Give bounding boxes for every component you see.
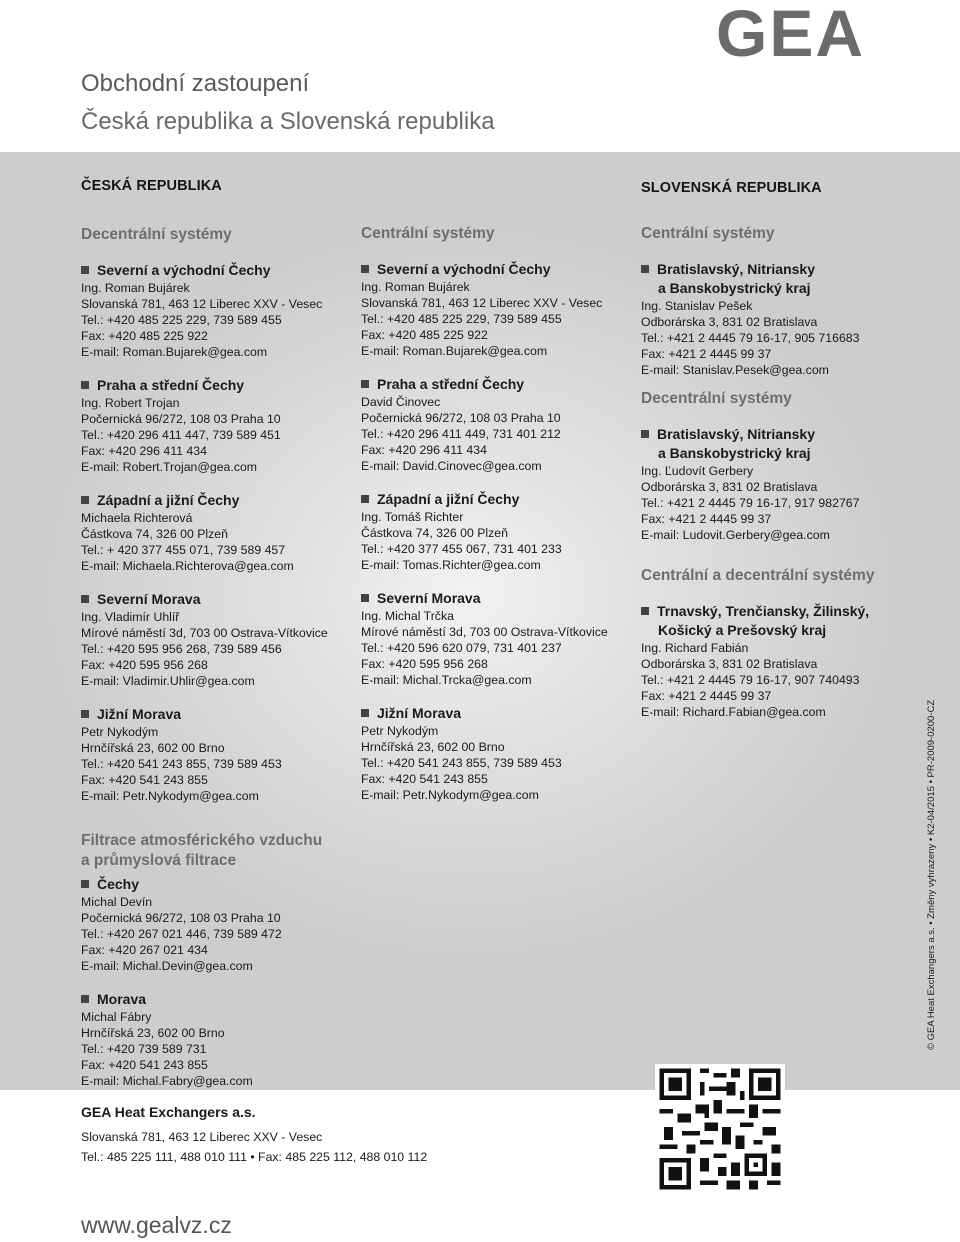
bullet-square-icon xyxy=(81,496,89,504)
region-heading: Severní a východní Čechy xyxy=(81,261,328,280)
qr-code-icon[interactable] xyxy=(655,1064,785,1194)
footer-address: Slovanská 781, 463 12 Liberec XXV - Vesec xyxy=(81,1130,323,1144)
section-title-sk-both: Centrální a decentrální systémy xyxy=(641,567,875,584)
contact-block xyxy=(81,705,328,804)
contact-email[interactable]: E-mail: Michal.Trcka@gea.com xyxy=(361,673,532,687)
contact-name: Ing. Richard Fabián xyxy=(641,641,749,655)
contact-tel: Tel.: +420 296 411 447, 739 589 451 xyxy=(81,428,281,442)
contact-block xyxy=(641,602,874,720)
contact-name: Ing. Roman Bujárek xyxy=(361,280,470,294)
contact-email[interactable]: E-mail: Petr.Nykodym@gea.com xyxy=(361,788,539,802)
bullet-square-icon xyxy=(361,709,369,717)
contact-name: Ing. Michal Trčka xyxy=(361,609,454,623)
region-heading: Severní Morava xyxy=(361,589,608,608)
region-heading: Morava xyxy=(81,990,282,1009)
contact-fax: Fax: +421 2 4445 99 37 xyxy=(641,512,772,526)
contact-block xyxy=(641,260,874,378)
region-heading: Čechy xyxy=(81,875,282,894)
contact-fax: Fax: +420 595 956 268 xyxy=(81,658,208,672)
country-heading-cz: ČESKÁ REPUBLIKA xyxy=(81,178,222,194)
contact-tel: Tel.: +420 296 411 449, 731 401 212 xyxy=(361,427,561,441)
section-title-cz-decentral: Decentrální systémy xyxy=(81,226,232,243)
contact-tel: Tel.: +420 541 243 855, 739 589 453 xyxy=(361,756,562,770)
contact-email[interactable]: E-mail: Tomas.Richter@gea.com xyxy=(361,558,541,572)
contact-block xyxy=(81,261,328,360)
footer-company: GEA Heat Exchangers a.s. xyxy=(81,1104,256,1120)
contact-block xyxy=(81,990,282,1089)
region-heading: Jižní Morava xyxy=(81,705,328,724)
contact-tel: Tel.: +420 485 225 229, 739 589 455 xyxy=(81,313,282,327)
contact-email[interactable]: E-mail: Michal.Fabry@gea.com xyxy=(81,1074,253,1088)
contacts-panel xyxy=(0,152,960,1090)
contact-email[interactable]: E-mail: Petr.Nykodym@gea.com xyxy=(81,789,259,803)
contact-address: Hrnčířská 23, 602 00 Brno xyxy=(81,1026,225,1040)
region-heading-line2: a Banskobystrický kraj xyxy=(658,445,811,461)
filtration-title-line2: a průmyslová filtrace xyxy=(81,852,237,869)
filtration-title-line1: Filtrace atmosférického vzduchu xyxy=(81,832,323,849)
contact-address: Částkova 74, 326 00 Plzeň xyxy=(81,527,228,541)
svg-text:GEA: GEA xyxy=(716,2,866,62)
contact-email[interactable]: E-mail: Richard.Fabian@gea.com xyxy=(641,705,826,719)
section-title-cz-central: Centrální systémy xyxy=(361,225,495,242)
bullet-square-icon xyxy=(81,595,89,603)
region-heading: Západní a jižní Čechy xyxy=(81,491,328,510)
section-title-filtration xyxy=(81,831,322,871)
contact-block xyxy=(81,376,328,475)
contact-address: Odborárska 3, 831 02 Bratislava xyxy=(641,480,818,494)
page-title: Obchodní zastoupení xyxy=(81,70,310,97)
contact-block xyxy=(81,491,328,574)
contact-tel: Tel.: +420 596 620 079, 731 401 237 xyxy=(361,641,562,655)
bullet-square-icon xyxy=(81,266,89,274)
footer xyxy=(0,1090,960,1242)
contact-email[interactable]: E-mail: Michal.Devin@gea.com xyxy=(81,959,253,973)
section-title-sk-decentral: Decentrální systémy xyxy=(641,390,792,407)
bullet-square-icon xyxy=(641,430,649,438)
contact-tel: Tel.: +420 267 021 446, 739 589 472 xyxy=(81,927,282,941)
contact-block xyxy=(361,589,608,688)
contact-tel: Tel.: +420 541 243 855, 739 589 453 xyxy=(81,757,282,771)
contact-block xyxy=(81,875,282,974)
footer-tel: Tel.: 485 225 111, 488 010 111 • Fax: 485 225 112, 488 010 112 xyxy=(81,1150,428,1164)
contact-fax: Fax: +420 296 411 434 xyxy=(81,444,207,458)
footer-website-link[interactable]: www.gealvz.cz xyxy=(81,1212,232,1238)
contact-address: Hrnčířská 23, 602 00 Brno xyxy=(81,741,225,755)
contact-fax: Fax: +420 541 243 855 xyxy=(81,1058,208,1072)
bullet-square-icon xyxy=(81,381,89,389)
contact-name: Michal Devín xyxy=(81,895,153,909)
header xyxy=(0,0,960,152)
region-heading: Severní Morava xyxy=(81,590,328,609)
contact-email[interactable]: E-mail: David.Cinovec@gea.com xyxy=(361,459,542,473)
contact-address: Počernická 96/272, 108 03 Praha 10 xyxy=(361,411,561,425)
contact-email[interactable]: E-mail: Roman.Bujarek@gea.com xyxy=(81,345,268,359)
page-subtitle: Česká republika a Slovenská republika xyxy=(81,108,495,135)
region-heading: Praha a střední Čechy xyxy=(361,375,608,394)
region-heading: Bratislavský, Nitriansky xyxy=(641,425,874,444)
bullet-square-icon xyxy=(81,710,89,718)
contact-name: Michal Fábry xyxy=(81,1010,152,1024)
contact-email[interactable]: E-mail: Robert.Trojan@gea.com xyxy=(81,460,258,474)
contact-name: Petr Nykodým xyxy=(81,725,159,739)
contact-fax: Fax: +421 2 4445 99 37 xyxy=(641,347,772,361)
contact-block xyxy=(361,704,608,803)
contact-tel: Tel.: +420 485 225 229, 739 589 455 xyxy=(361,312,562,326)
contact-email[interactable]: E-mail: Roman.Bujarek@gea.com xyxy=(361,344,548,358)
contact-email[interactable]: E-mail: Michaela.Richterova@gea.com xyxy=(81,559,294,573)
contact-tel: Tel.: +420 739 589 731 xyxy=(81,1042,207,1056)
region-heading: Jižní Morava xyxy=(361,704,608,723)
contact-email[interactable]: E-mail: Ludovit.Gerbery@gea.com xyxy=(641,528,830,542)
contact-address: Slovanská 781, 463 12 Liberec XXV - Vesec xyxy=(361,296,603,310)
contact-address: Odborárska 3, 831 02 Bratislava xyxy=(641,657,818,671)
region-heading-line2: a Banskobystrický kraj xyxy=(658,280,811,296)
contact-block xyxy=(81,590,328,689)
bullet-square-icon xyxy=(641,607,649,615)
region-heading: Praha a střední Čechy xyxy=(81,376,328,395)
bullet-square-icon xyxy=(361,380,369,388)
contact-tel: Tel.: +421 2 4445 79 16-17, 917 982767 xyxy=(641,496,860,510)
bullet-square-icon xyxy=(361,495,369,503)
contact-fax: Fax: +420 485 225 922 xyxy=(81,329,208,343)
contact-address: Počernická 96/272, 108 03 Praha 10 xyxy=(81,412,281,426)
bullet-square-icon xyxy=(361,265,369,273)
bullet-square-icon xyxy=(81,995,89,1003)
contact-email[interactable]: E-mail: Vladimir.Uhlir@gea.com xyxy=(81,674,255,688)
contact-name: Ing. Robert Trojan xyxy=(81,396,180,410)
contact-name: Ing. Tomáš Richter xyxy=(361,510,464,524)
contact-name: Ing. Stanislav Pešek xyxy=(641,299,753,313)
contact-name: Michaela Richterová xyxy=(81,511,193,525)
contact-fax: Fax: +420 267 021 434 xyxy=(81,943,208,957)
contact-name: Ing. Ľudovít Gerbery xyxy=(641,464,754,478)
contact-fax: Fax: +420 595 956 268 xyxy=(361,657,488,671)
contact-address: Odborárska 3, 831 02 Bratislava xyxy=(641,315,818,329)
contact-block xyxy=(641,425,874,543)
contact-tel: Tel.: +420 595 956 268, 739 589 456 xyxy=(81,642,282,656)
gea-logo xyxy=(716,2,912,62)
contact-block xyxy=(361,260,608,359)
bullet-square-icon xyxy=(81,880,89,888)
contact-fax: Fax: +420 541 243 855 xyxy=(361,772,488,786)
contact-address: Částkova 74, 326 00 Plzeň xyxy=(361,526,508,540)
contact-tel: Tel.: +420 377 455 067, 731 401 233 xyxy=(361,542,562,556)
region-heading: Bratislavský, Nitriansky xyxy=(641,260,874,279)
contact-block xyxy=(361,490,608,573)
country-heading-sk: SLOVENSKÁ REPUBLIKA xyxy=(641,180,822,196)
contact-fax: Fax: +421 2 4445 99 37 xyxy=(641,689,772,703)
filtration-list xyxy=(81,875,282,1105)
section-title-sk-central: Centrální systémy xyxy=(641,225,775,242)
cz-central-list xyxy=(361,260,608,819)
contact-name: Ing. Roman Bujárek xyxy=(81,281,190,295)
contact-address: Slovanská 781, 463 12 Liberec XXV - Vesec xyxy=(81,297,323,311)
contact-address: Mírové náměstí 3d, 703 00 Ostrava-Vítkovice xyxy=(361,625,608,639)
contact-name: Petr Nykodým xyxy=(361,724,439,738)
cz-decentral-list xyxy=(81,261,328,820)
contact-address: Mírové náměstí 3d, 703 00 Ostrava-Vítkovice xyxy=(81,626,328,640)
contact-name: Ing. Vladimír Uhlíř xyxy=(81,610,180,624)
legal-note-vertical: © GEA Heat Exchangers a.s. • Změny vyhrazeny • K2-04/2015 • PR-2009-0200-CZ xyxy=(926,699,937,1050)
contact-tel: Tel.: +421 2 4445 79 16-17, 905 716683 xyxy=(641,331,860,345)
region-heading-line2: Košický a Prešovský kraj xyxy=(658,622,827,638)
region-heading: Trnavský, Trenčiansky, Žilinský, xyxy=(641,602,874,621)
region-heading: Severní a východní Čechy xyxy=(361,260,608,279)
sk-list xyxy=(641,260,874,736)
contact-tel: Tel.: + 420 377 455 071, 739 589 457 xyxy=(81,543,286,557)
contact-email[interactable]: E-mail: Stanislav.Pesek@gea.com xyxy=(641,363,829,377)
contact-address: Počernická 96/272, 108 03 Praha 10 xyxy=(81,911,281,925)
region-heading: Západní a jižní Čechy xyxy=(361,490,608,509)
contact-fax: Fax: +420 485 225 922 xyxy=(361,328,488,342)
contact-block xyxy=(361,375,608,474)
contact-fax: Fax: +420 296 411 434 xyxy=(361,443,487,457)
contact-fax: Fax: +420 541 243 855 xyxy=(81,773,208,787)
contact-tel: Tel.: +421 2 4445 79 16-17, 907 740493 xyxy=(641,673,860,687)
contact-name: David Činovec xyxy=(361,395,441,409)
bullet-square-icon xyxy=(361,594,369,602)
bullet-square-icon xyxy=(641,265,649,273)
contact-address: Hrnčířská 23, 602 00 Brno xyxy=(361,740,505,754)
